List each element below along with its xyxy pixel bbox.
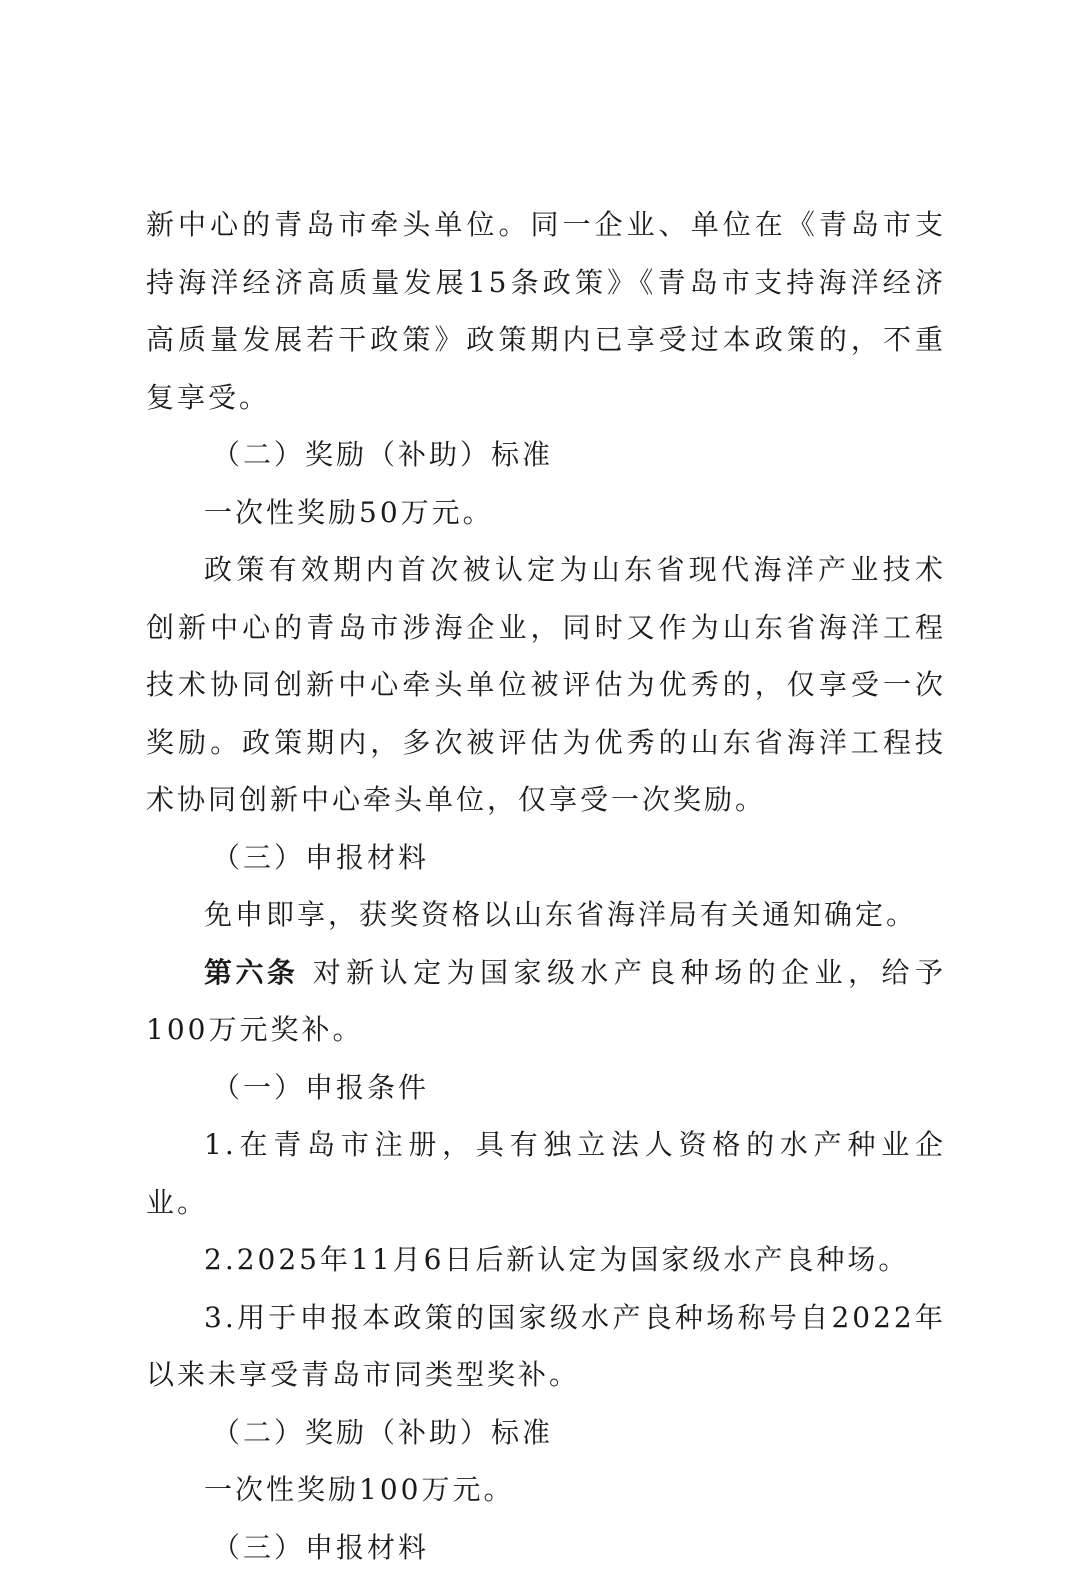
list-item: 3.用于申报本政策的国家级水产良种场称号自2022年以来未享受青岛市同类型奖补。 [146,1289,946,1404]
section-subheading: （二）奖励（补助）标准 [146,426,946,484]
list-item: 2.2025年11月6日后新认定为国家级水产良种场。 [146,1231,946,1289]
body-paragraph: 新中心的青岛市牵头单位。同一企业、单位在《青岛市支持海洋经济高质量发展15条政策》《青岛市支持海洋经济高质量发展若干政策》政策期内已享受过本政策的，不重复享受。 [146,196,946,426]
article-number: 第六条 [204,956,298,989]
document-body [146,196,946,1576]
section-subheading: （三）申报材料 [146,829,946,887]
section-subheading: （三）申报材料 [146,1519,946,1576]
body-paragraph: 政策有效期内首次被认定为山东省现代海洋产业技术创新中心的青岛市涉海企业，同时又作为山东省海洋工程技术协同创新中心牵头单位被评估为优秀的，仅享受一次奖励。政策期内，多次被评估为优秀的山东省海洋工程技术协同创新中心牵头单位，仅享受一次奖励。 [146,541,946,829]
body-paragraph: 一次性奖励50万元。 [146,484,946,542]
article-paragraph [146,944,946,1059]
section-subheading: （二）奖励（补助）标准 [146,1404,946,1462]
list-item: 1.在青岛市注册，具有独立法人资格的水产种业企业。 [146,1116,946,1231]
section-subheading: （一）申报条件 [146,1059,946,1117]
article-text: 对新认定为国家级水产良种场的企业，给予100万元奖补。 [146,956,946,1047]
body-paragraph: 免申即享，获奖资格以山东省海洋局有关通知确定。 [146,886,946,944]
body-paragraph: 一次性奖励100万元。 [146,1461,946,1519]
